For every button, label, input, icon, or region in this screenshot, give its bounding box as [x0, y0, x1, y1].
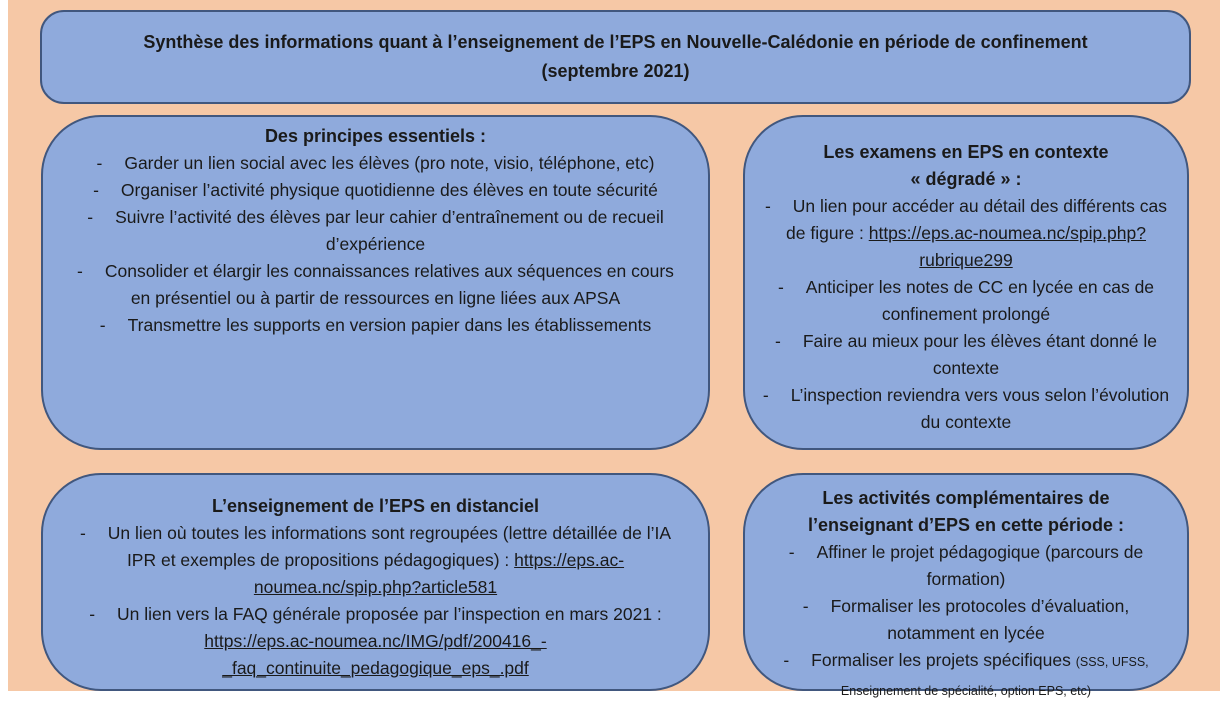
faq-link[interactable]: https://eps.ac-noumea.nc/IMG/pdf/200416_-_faq_continuite_pedagogique_eps_.pdf [204, 631, 547, 678]
principles-heading: Des principes essentiels : [264, 126, 487, 146]
article-link[interactable]: https://eps.ac-noumea.nc/spip.php?article581 [253, 550, 625, 597]
activities-item: - Formaliser les projets spécifiques (SSS, UFSS, Enseignement de spécialité, option EPS, etc) [783, 650, 1149, 698]
principles-item: - Transmettre les supports en version papier dans les établissements [99, 315, 652, 335]
principles-panel [41, 115, 710, 450]
principles-item: - Garder un lien social avec les élèves (pro note, visio, téléphone, etc) [96, 153, 655, 173]
exams-item: - L’inspection reviendra vers vous selon l’évolution du contexte [762, 385, 1170, 432]
exams-panel [743, 115, 1189, 450]
distance-heading: L’enseignement de l’EPS en distanciel [211, 496, 540, 516]
activities-heading-line-1: Les activités complémentaires de [822, 488, 1110, 508]
activities-item: - Affiner le projet pédagogique (parcours de formation) [788, 542, 1144, 589]
distance-item: - Un lien vers la FAQ générale proposée par l’inspection en mars 2021 : https://eps.ac-noumea.nc/IMG/pdf/200416_-_faq_continuite_pedagogique_eps_.pdf [89, 604, 662, 678]
principles-item: - Consolider et élargir les connaissances relatives aux séquences en cours en présentiel ou à partir de ressources en ligne liées aux APSA [77, 261, 674, 308]
distance-panel [41, 473, 710, 691]
activities-item: - Formaliser les protocoles d’évaluation, notamment en lycée [802, 596, 1130, 643]
principles-item: - Suivre l’activité des élèves par leur cahier d’entraînement ou de recueil d’expérience [87, 207, 664, 254]
title-line-2: (septembre 2021) [541, 61, 690, 81]
distance-item: - Un lien où toutes les informations sont regroupées (lettre détaillée de l’IA IPR et exemples de propositions pédagogiques) : https://eps.ac-noumea.nc/spip.php?article581 [79, 523, 672, 597]
exams-heading-line-1: Les examens en EPS en contexte [823, 142, 1109, 162]
exams-item: - Anticiper les notes de CC en lycée en cas de confinement prolongé [777, 277, 1155, 324]
exams-item: - Un lien pour accéder au détail des différents cas de figure : https://eps.ac-noumea.nc/spip.php?rubrique299 [764, 196, 1168, 270]
title-line-1: Synthèse des informations quant à l’enseignement de l’EPS en Nouvelle-Calédonie en période de confinement [143, 32, 1088, 52]
exams-heading-line-2: « dégradé » : [910, 169, 1022, 189]
title-box [40, 10, 1191, 104]
rubrique-link[interactable]: https://eps.ac-noumea.nc/spip.php?rubrique299 [868, 223, 1146, 270]
principles-item: - Organiser l’activité physique quotidienne des élèves en toute sécurité [93, 180, 658, 200]
activities-panel [743, 473, 1189, 698]
slide [8, 0, 1220, 698]
exams-item: - Faire au mieux pour les élèves étant donné le contexte [775, 331, 1157, 378]
activities-heading-line-2: l’enseignant d’EPS en cette période : [807, 515, 1125, 535]
